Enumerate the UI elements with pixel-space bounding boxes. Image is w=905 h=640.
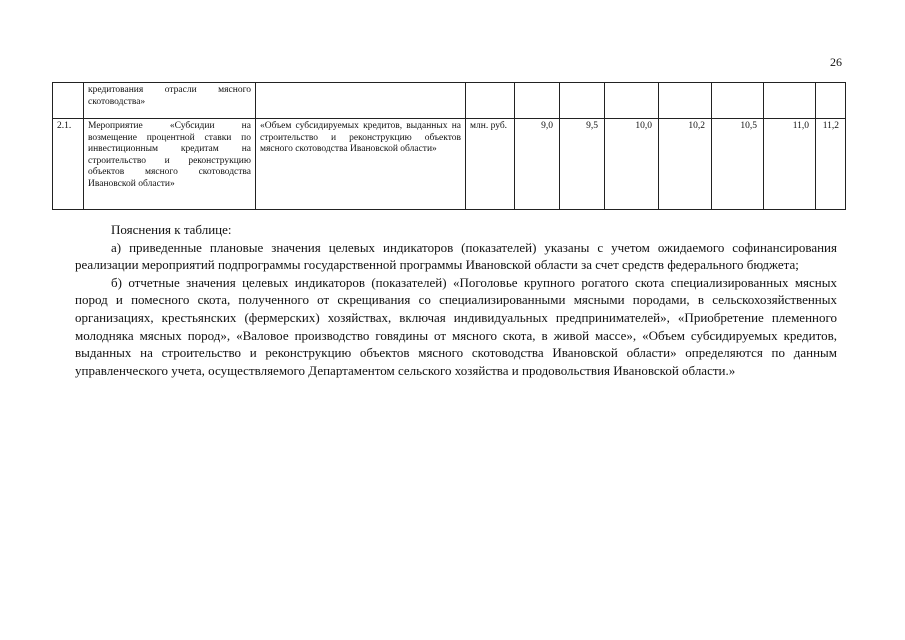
cell-number: 2.1. xyxy=(53,119,84,210)
table-row-continuation xyxy=(53,83,846,119)
cell-value: 10,0 xyxy=(605,119,659,210)
cell-number xyxy=(53,83,84,119)
cell-value xyxy=(659,83,712,119)
cell-value xyxy=(816,83,846,119)
cell-value: 9,0 xyxy=(515,119,560,210)
cell-value xyxy=(515,83,560,119)
cell-event: Мероприятие «Субсидии на возмещение процентной ставки по инвестиционным кредитам на строительство и реконструкцию объектов мясного скотоводства Ивановской области» xyxy=(84,119,256,210)
table-row-2-1 xyxy=(53,119,846,210)
indicator-table xyxy=(52,82,846,210)
cell-indicator: «Объем субсидируемых кредитов, выданных на строительство и реконструкцию объектов мясного скотоводства Ивановской области» xyxy=(256,119,466,210)
notes-paragraph-b: б) отчетные значения целевых индикаторов (показателей) «Поголовье крупного рогатого скота специализированных мясных пород и помесного скота, полученного от скрещивания со специализированными мясными породами, в сельскохозяйственных организациях, крестьянских (фермерских) хозяйствах, включая индивидуальных предпринимателей», «Приобретение племенного молодняка мясных пород», «Валовое производство говядины от мясного скота, в живой массе», «Объем субсидируемых кредитов, выданных на строительство и реконструкцию объектов мясного скотоводства Ивановской области» определяются по данным управленческого учета, осуществляемого Департаментом сельского хозяйства и продовольствия Ивановской области.» xyxy=(75,274,837,378)
table-notes xyxy=(75,221,837,379)
cell-value xyxy=(712,83,764,119)
page-number: 26 xyxy=(830,55,842,69)
notes-paragraph-a: а) приведенные плановые значения целевых индикаторов (показателей) указаны с учетом ожидаемого софинансирования реализации мероприятий подпрограммы государственной программы Ивановской области за счет средств федерального бюджета; xyxy=(75,239,837,273)
cell-value xyxy=(605,83,659,119)
cell-unit xyxy=(466,83,515,119)
cell-value: 9,5 xyxy=(560,119,605,210)
cell-value: 10,5 xyxy=(712,119,764,210)
cell-event: кредитования отрасли мясного скотоводства» xyxy=(84,83,256,119)
cell-value xyxy=(560,83,605,119)
notes-title: Пояснения к таблице: xyxy=(111,222,232,237)
cell-value: 11,2 xyxy=(816,119,846,210)
cell-value: 11,0 xyxy=(764,119,816,210)
cell-value: 10,2 xyxy=(659,119,712,210)
cell-unit: млн. руб. xyxy=(466,119,515,210)
cell-value xyxy=(764,83,816,119)
cell-indicator xyxy=(256,83,466,119)
